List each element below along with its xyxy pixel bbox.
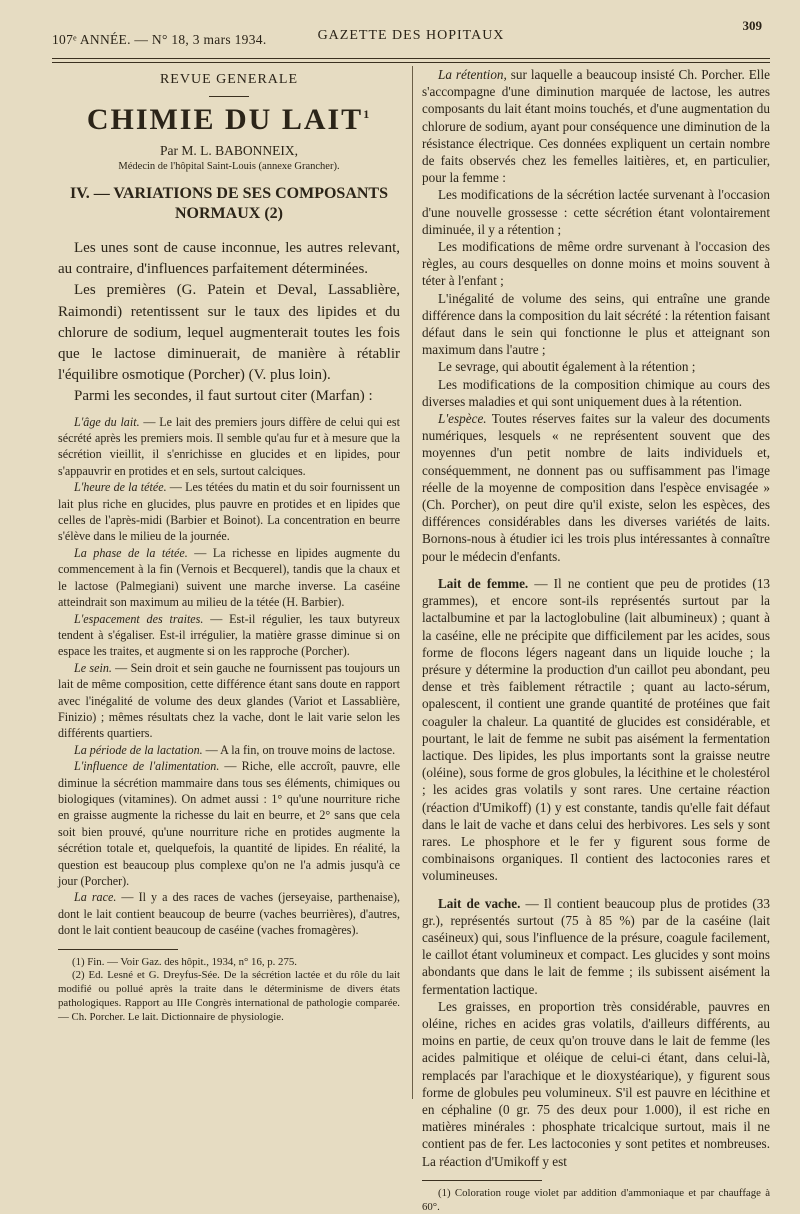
header-rule	[52, 58, 770, 59]
subheading: Lait de vache.	[438, 895, 521, 911]
retention-section	[422, 66, 770, 565]
list-item: La phase de la tétée. — La richesse en lipides augmente du commencement à la fin (Vernois et Becquerel), tandis que la chaux et le lactose (Palmegiani) suivent une marche inverse. La caséine atteindrait son maximum au milieu de la tétée (H. Barbier).	[58, 545, 401, 610]
paragraph: Le sevrage, qui aboutit également à la rétention ;	[438, 359, 696, 375]
paragraph: Les modifications de la composition chimique au cours des diverses maladies et qui sont uniquement dues à la rétention.	[422, 376, 770, 409]
lait-de-vache-section	[422, 895, 770, 1170]
factor-list	[58, 414, 400, 939]
title-rule	[209, 96, 249, 97]
article-title: CHIMIE DU LAIT$^1$	[86, 103, 372, 136]
footnote-rule	[58, 949, 178, 950]
subheading: Lait de femme.	[438, 575, 529, 591]
paragraph: L'espèce. Toutes réserves faites sur la valeur des documents numériques, lesquels « ne représentent souvent que des moyennes d'un petit nombre de laits individuels et, conséquemment, ne donnent pas ou suffisamment pas l'image réelle de la moyenne de composition dans l'espèce envisagée » (Ch. Porcher), on peut dire qu'il existe, selon les espèces, des différences considérables dans les diverses variétés de laits. Bornons-nous à étudier ici les trois plus intéressantes à connaître pour le médecin d'enfants.	[422, 411, 770, 564]
lait-de-femme-section	[422, 575, 770, 885]
paragraph: La rétention, sur laquelle a beaucoup insisté Ch. Porcher. Elle s'accompagne d'une diminution marquée de lactose, les autres composants du lait étant moins touchés, et d'une augmentation du chlorure de sodium, ayant pour conséquence une diminution de la résistance électrique. Ces données expliquent un certain nombre de faits observés chez les femelles laitières, et, en particulier, pour la femme :	[422, 67, 770, 186]
list-item: Le sein. — Sein droit et sein gauche ne fournissent pas toujours un lait de même composition, cette différence étant sans doute en rapport avec l'inégalité de volume des deux glandes (Variot et Lassablière, Finizio) ; mêmes résultats chez la vache, dont le lait varie selon les différents quartiers.	[58, 660, 400, 741]
footnote: (1) Coloration rouge violet par addition d'ammoniaque et par chauffage à 60°.	[422, 1186, 770, 1213]
footnote-rule	[422, 1180, 542, 1181]
list-item: L'heure de la tétée. — Les tétées du matin et du soir fournissent un lait plus riche en glucides, plus pauvre en protides et en lipides que celles de l'après-midi (Barbier et Boinot). La concentration en beurre s'élève dans le milieu de la journée.	[58, 480, 400, 544]
paragraph: Parmi les secondes, il faut surtout citer (Marfan) :	[74, 388, 373, 405]
list-item: L'espacement des traites. — Est-il régulier, les taux butyreux tendent à s'égaliser. Est-il irrégulier, la matière grasse diminue si on espace les traites, et augmente si on les rapproche (Porcher).	[58, 611, 401, 659]
section-heading: IV. — VARIATIONS DE SES COMPOSANTS NORMAUX (2)	[69, 185, 388, 222]
paragraph: L'inégalité de volume des seins, qui entraîne une grande différence dans la composition du lait sécrété : la rétention faisant défaut dans le sein qui fonctionne le plus et atteignant son maximum dans l'autre ;	[422, 290, 770, 358]
list-item: La période de la lactation. — A la fin, on trouve moins de lactose.	[74, 742, 396, 757]
paragraph: Lait de vache. — Il contient beaucoup plus de protides (33 gr.), représentés surtout (75 à 85 %) par de la caséine (lait caséineux) qui, sous l'influence de la présure, coagule facilement, le caillot étant volumineux et compact. Les glucides y sont moins abondants que dans le lait de femme ; ils subissent aisément la fermentation lactique.	[422, 895, 770, 997]
footnote: (2) Ed. Lesné et G. Dreyfus-Sée. De la sécrétion lactée et du rôle du lait modifié ou pollué après la traite dans le déterminisme de divers états pathologiques. Rapport au IIIe Congrès international de pathologie comparée. — Ch. Porcher. Le lait. Dictionnaire de physiologie.	[58, 969, 400, 1023]
list-item: La race. — Il y a des races de vaches (jerseyaise, parthenaise), dont le lait contient beaucoup de beurre (vaches beurrières), d'autres, dont le lait contient beaucoup de caséine (vaches fromagères).	[58, 890, 400, 938]
section-label: REVUE GENERALE	[159, 72, 299, 87]
author-name: Par M. L. BABONNEIX,	[160, 143, 298, 158]
author-affiliation: Médecin de l'hôpital Saint-Louis (annexe Grancher).	[118, 161, 340, 172]
paragraph: Les unes sont de cause inconnue, les autres relevant, au contraire, d'influences parfaitement déterminées.	[58, 240, 400, 278]
paragraph: Lait de femme. — Il ne contient que peu de protides (13 grammes), et encore sont-ils représentés surtout par la lactalbumine et par la lactoglobuline (lait albumineux) ; quant à la caséine, elle ne précipite que difficilement par les acides, sous forme de flocons légers nageant dans un liquide louche ; la présure y détermine la production d'un caillot peu abondant, peu dense et très faiblement rétractile ; quant au lacto-sérum, opalescent, il contient une grande quantité de protéines que fait coaguler la chaleur. La quantité de glucides est considérable, et pourtant, le lait de femme ne subit pas aisément la fermentation lactique. Des lipides, les plus importants sont la graisse neutre (oléine), sous forme de gros globules, la lécithine et le cholestérol ; les acides gras volatils y sont rares. Une certaine réaction (réaction d'Umikoff) (1) y est constante, tandis qu'elle fait défaut dans le lait de vache et dans celui des herbivores. Les sels y sont rares. Le phosphore et le fer y figurent sous forme de combinaisons organiques. Il contient des lactoconies rares et volumineuses.	[422, 575, 771, 884]
lead-text	[58, 238, 400, 408]
footnote: (1) Fin. — Voir Gaz. des hôpit., 1934, n° 16, p. 275.	[72, 955, 297, 968]
list-item: L'âge du lait. — Le lait des premiers jours diffère de celui qui est sécrété après les premiers mois. Il semble qu'au fur et à mesure que la sécrétion vieillit, il s'enrichisse en glucides et en lipides, pour s'appauvrir en protides et en sels, surtout calciques.	[58, 414, 400, 478]
list-item: L'influence de l'alimentation. — Riche, elle accroît, pauvre, elle diminue la sécrétion mammaire dans tous ses éléments, chimiques ou biologiques (vitamines). On admet aussi : 1° qu'une nourriture riche en graisse augmente la richesse du lait en beurre, et 2° sans que cela soit bien prouvé, qu'une nourriture riche en protides augmente la sécrétion totale et, quelquefois, la quantité de lipides. En réalité, la question est beaucoup plus complexe qu'on ne l'a admis jusqu'à ce jour (Porcher).	[58, 759, 400, 888]
paragraph: Les graisses, en proportion très considérable, pauvres en oléine, riches en acides gras volatils, d'ailleurs différents, au moins en partie, de ceux qu'on trouve dans le lait de femme (les acides palmitique et oléique de celui-ci étant, dans celui-là, remplacés par l'arachique et le dioxystéarique), y figurent sous forme de globules peu volumineux. S'il est pauvre en lécithine et en céphaline (0 gr. 75 des deux pour 1.000), il est riche en matières minérales : phosphate tricalcique surtout, mais il ne contient pas de fer. Les lactoconies y sont petites et nombreuses. La réaction d'Umikoff y est	[422, 998, 770, 1169]
page-number: 309	[742, 18, 762, 33]
paragraph: Les modifications de même ordre survenant à l'occasion des règles, au cours desquelles on donne moins et moins souvent à téter à l'enfant ;	[422, 239, 770, 289]
left-column	[58, 66, 400, 1025]
paragraph: Les premières (G. Patein et Deval, Lassablière, Raimondi) retentissent sur le taux des lipides et du chlorure de sodium, lequel augmenterait toutes les fois que le lactose diminuerait, de manière à rétablir l'équilibre osmotique (Porcher) (V. plus loin).	[58, 282, 400, 384]
paragraph: Les modifications de la sécrétion lactée survenant à l'occasion d'une nouvelle grossesse : cette sécrétion étant volontairement diminuée, il y a rétention ;	[422, 187, 770, 237]
header-rule-thin	[52, 62, 770, 63]
column-divider	[412, 66, 413, 1099]
right-column	[422, 66, 770, 1214]
footnotes	[58, 956, 400, 1025]
page-header	[52, 18, 770, 52]
issue-info: 107ᵉ ANNÉE. — N° 18, 3 mars 1934.	[52, 32, 267, 47]
journal-name: GAZETTE DES HOPITAUX	[317, 28, 505, 43]
